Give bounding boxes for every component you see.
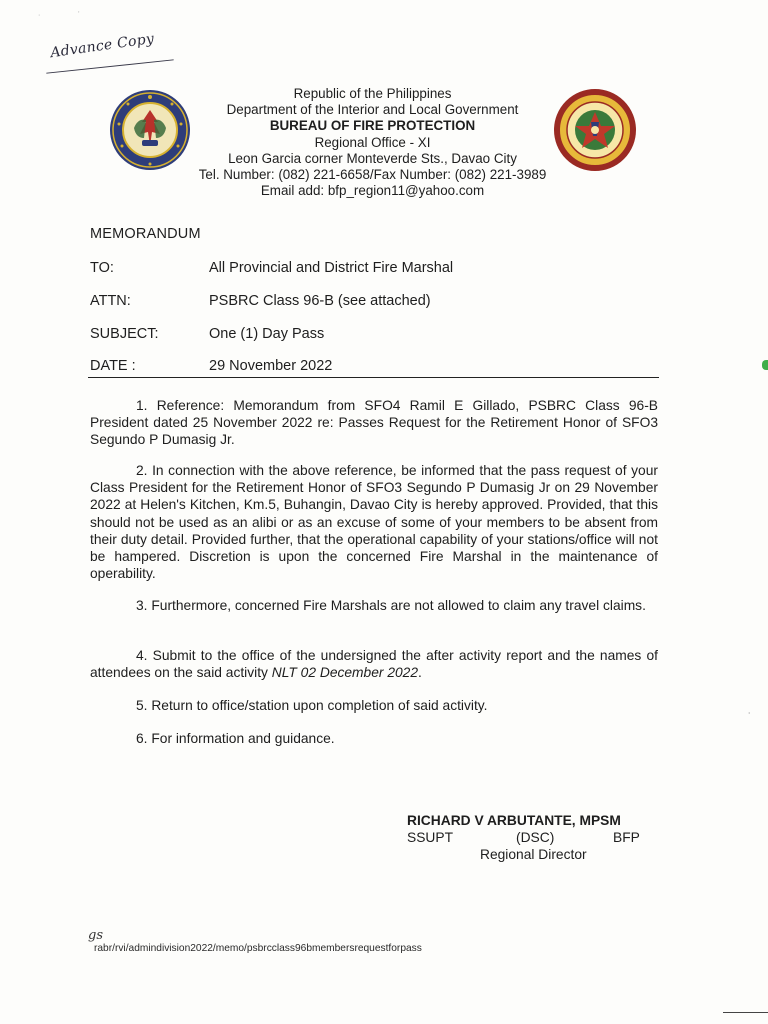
to-value: All Provincial and District Fire Marshal — [209, 260, 454, 276]
signatory-rank-row — [407, 829, 647, 846]
letterhead — [160, 86, 585, 199]
file-reference: rabr/rvi/admindivision2022/memo/psbrcclass96bmembersrequestforpass — [94, 943, 422, 954]
letterhead-email: Email add: bfp_region11@yahoo.com — [260, 183, 485, 199]
subject-value: One (1) Day Pass — [209, 326, 325, 342]
signature-block — [407, 812, 647, 863]
paragraph-3 — [90, 597, 658, 614]
date-value: 29 November 2022 — [209, 358, 333, 374]
signatory-name: RICHARD V ARBUTANTE, MPSM — [407, 813, 621, 828]
to-label: TO: — [90, 260, 114, 276]
handwritten-annotation: Advance Copy — [49, 30, 156, 62]
paragraph-2-text: 2. In connection with the above reference, be informed that the pass request of your Class President for the Retirement Honor of SFO3 Segundo P Dumasig Jr on 29 November 2022 at Helen's Kitchen, Km.5, Buhangin, Davao City is hereby approved. Provided, that this should not be used as an alibi or as an excuse of some of your members to be absent from their duty detail. Provided further, that the operational capability of your stations/office will not be hampered. Discretion is upon the concerned Fire Marshal in the maintenance of operability. — [90, 463, 658, 582]
paragraph-2 — [90, 462, 658, 582]
paragraph-4 — [90, 647, 658, 681]
letterhead-phone: Tel. Number: (082) 221-6658/Fax Number: (082) 221-3989 — [198, 167, 547, 183]
margin-tab-mark — [762, 360, 768, 370]
handwritten-underline — [46, 59, 173, 73]
letterhead-department: Department of the Interior and Local Government — [226, 102, 519, 118]
paragraph-5-text: 5. Return to office/station upon completion of said activity. — [136, 698, 488, 713]
date-label: DATE : — [90, 358, 136, 374]
memo-title: MEMORANDUM — [90, 226, 201, 242]
scan-speck: ' — [78, 10, 80, 19]
paragraph-1 — [90, 397, 658, 449]
scan-speck: ˙ — [38, 14, 42, 25]
signatory-position: Regional Director — [480, 847, 587, 863]
letterhead-office: Regional Office - XI — [314, 134, 431, 150]
paragraph-4-deadline: NLT 02 December 2022 — [271, 665, 419, 681]
attn-value: PSBRC Class 96-B (see attached) — [209, 293, 431, 309]
handwritten-initials: gs — [88, 928, 103, 943]
signatory-rank: SSUPT — [407, 830, 453, 846]
paragraph-4-text: 4. Submit to the office of the undersigned the after activity report and the names of attendees on the said activity — [90, 648, 658, 681]
scan-edge-line — [723, 1012, 768, 1013]
paragraph-3-text: 3. Furthermore, concerned Fire Marshals are not allowed to claim any travel claims. — [136, 598, 646, 613]
paragraph-1-text: 1. Reference: Memorandum from SFO4 Ramil E Gillado, PSBRC Class 96-B President dated 25 November 2022 re: Passes Request for the Retirement Honor of SFO3 Segundo P Dumasig Jr. — [90, 398, 658, 448]
letterhead-address: Leon Garcia corner Monteverde Sts., Davao City — [228, 150, 517, 166]
paragraph-4-end: . — [418, 665, 422, 681]
letterhead-republic: Republic of the Philippines — [293, 86, 452, 101]
paragraph-5 — [90, 697, 658, 714]
subject-label: SUBJECT: — [90, 326, 159, 342]
attn-label: ATTN: — [90, 293, 131, 309]
paragraph-6 — [90, 730, 658, 747]
paragraph-6-text: 6. For information and guidance. — [136, 731, 335, 746]
letterhead-bureau: BUREAU OF FIRE PROTECTION — [269, 118, 476, 134]
scan-speck: ⸱ — [748, 708, 751, 718]
signatory-agency: BFP — [613, 830, 640, 846]
header-divider — [88, 377, 659, 378]
signatory-service: (DSC) — [516, 830, 555, 846]
